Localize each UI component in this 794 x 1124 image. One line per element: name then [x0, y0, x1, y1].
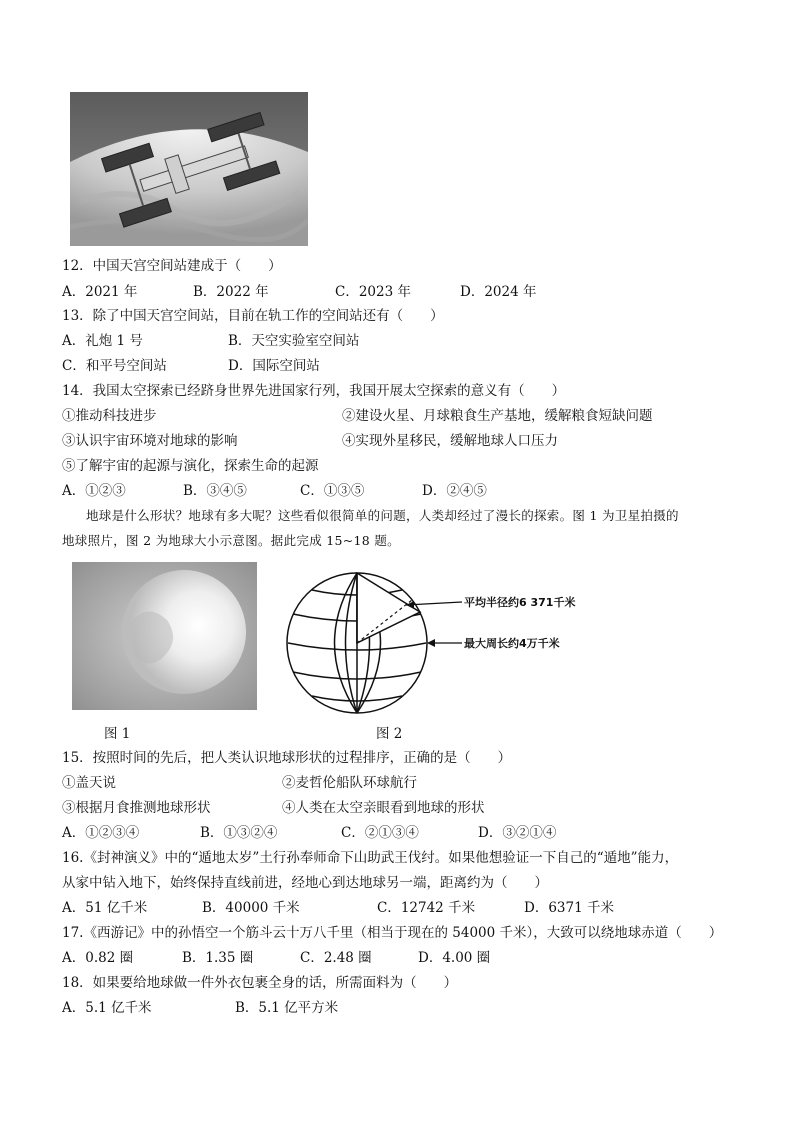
q16-line-2: 从家中钻入地下，始终保持直线前进，经地心到达地球另一端，距离约为（ ） — [62, 875, 548, 891]
q13-option-b[interactable]: B．天空实验室空间站 — [228, 333, 360, 349]
q12-option-d[interactable]: D．2024 年 — [460, 284, 537, 300]
q14-option-c[interactable]: C．①③⑤ — [300, 483, 365, 499]
q16-option-d[interactable]: D．6371 千米 — [524, 900, 614, 916]
q15-option-a[interactable]: A．①②③④ — [62, 825, 140, 841]
q14-stem: 14．我国太空探索已经跻身世界先进国家行列，我国开展太空探索的意义有（ ） — [62, 383, 566, 399]
q13-option-d[interactable]: D．国际空间站 — [228, 358, 320, 374]
earth-size-diagram — [282, 572, 602, 721]
figure-2-caption: 图 2 — [376, 726, 403, 742]
q16-option-a[interactable]: A．51 亿千米 — [62, 900, 148, 916]
q12-stem: 12．中国天宫空间站建成于（ ） — [62, 258, 282, 274]
earth-grid-globe — [282, 572, 602, 717]
space-station-illustration — [70, 92, 308, 246]
figure-1-caption: 图 1 — [104, 726, 131, 742]
q18-stem: 18．如果要给地球做一件外衣包裹全身的话，所需面料为（ ） — [62, 975, 458, 991]
q15-option-d[interactable]: D．③②①④ — [478, 825, 557, 841]
q14-option-b[interactable]: B．③④⑤ — [183, 483, 247, 499]
q15-stem: 15．按照时间的先后，把人类认识地球形状的过程排序，正确的是（ ） — [62, 750, 512, 766]
q18-option-a[interactable]: A．5.1 亿千米 — [62, 1000, 152, 1016]
q12-option-c[interactable]: C．2023 年 — [335, 284, 411, 300]
q14-item-5: ⑤了解宇宙的起源与演化，探索生命的起源 — [62, 458, 319, 474]
q17-stem: 17.《西游记》中的孙悟空一个筋斗云十万八千里（相当于现在的 54000 千米），大致可以绕地球赤道（ ） — [62, 925, 723, 941]
space-station-photo — [70, 92, 308, 246]
q15-item-1: ①盖天说 — [62, 775, 116, 791]
q17-option-b[interactable]: B．1.35 圈 — [182, 950, 254, 966]
q13-option-a[interactable]: A．礼炮 1 号 — [62, 333, 143, 349]
q16-option-b[interactable]: B．40000 千米 — [202, 900, 300, 916]
q15-option-b[interactable]: B．①③②④ — [200, 825, 278, 841]
q17-option-c[interactable]: C．2.48 圈 — [300, 950, 372, 966]
q12-option-b[interactable]: B．2022 年 — [193, 284, 269, 300]
q16-line-1: 16.《封神演义》中的“遁地太岁”土行孙奉师命下山助武王伐纣。如果他想验证一下自己的“遁地”能力， — [62, 850, 679, 866]
q14-item-1: ①推动科技进步 — [62, 408, 157, 424]
q14-item-3: ③认识宇宙环境对地球的影响 — [62, 433, 238, 449]
q15-item-4: ④人类在太空亲眼看到地球的形状 — [282, 800, 485, 816]
q14-item-4: ④实现外星移民，缓解地球人口压力 — [342, 433, 558, 449]
q17-option-a[interactable]: A．0.82 圈 — [62, 950, 134, 966]
q17-option-d[interactable]: D．4.00 圈 — [418, 950, 491, 966]
earth-photo-illustration — [72, 562, 257, 710]
q14-item-2: ②建设火星、月球粮食生产基地，缓解粮食短缺问题 — [342, 408, 653, 424]
q15-item-3: ③根据月食推测地球形状 — [62, 800, 211, 816]
q16-option-c[interactable]: C．12742 千米 — [377, 900, 476, 916]
q15-option-c[interactable]: C．②①③④ — [341, 825, 419, 841]
q15-item-2: ②麦哲伦船队环球航行 — [282, 775, 417, 791]
q12-option-a[interactable]: A．2021 年 — [62, 284, 138, 300]
q14-option-a[interactable]: A．①②③ — [62, 483, 126, 499]
q13-option-c[interactable]: C．和平号空间站 — [62, 358, 167, 374]
q14-option-d[interactable]: D．②④⑤ — [422, 483, 487, 499]
q18-option-b[interactable]: B．5.1 亿平方米 — [235, 1000, 339, 1016]
circumference-label: 最大周长约4万千米 — [464, 637, 560, 650]
radius-label: 平均半径约6 371千米 — [464, 596, 576, 609]
passage-line-2: 地球照片，图 2 为地球大小示意图。据此完成 15~18 题。 — [62, 533, 400, 548]
q13-stem: 13．除了中国天宫空间站，目前在轨工作的空间站还有（ ） — [62, 308, 444, 324]
earth-satellite-photo — [72, 562, 257, 710]
passage-line-1: 地球是什么形状？地球有多大呢？这些看似很简单的问题，人类却经过了漫长的探索。图 1 为卫星拍摄的 — [86, 508, 679, 523]
